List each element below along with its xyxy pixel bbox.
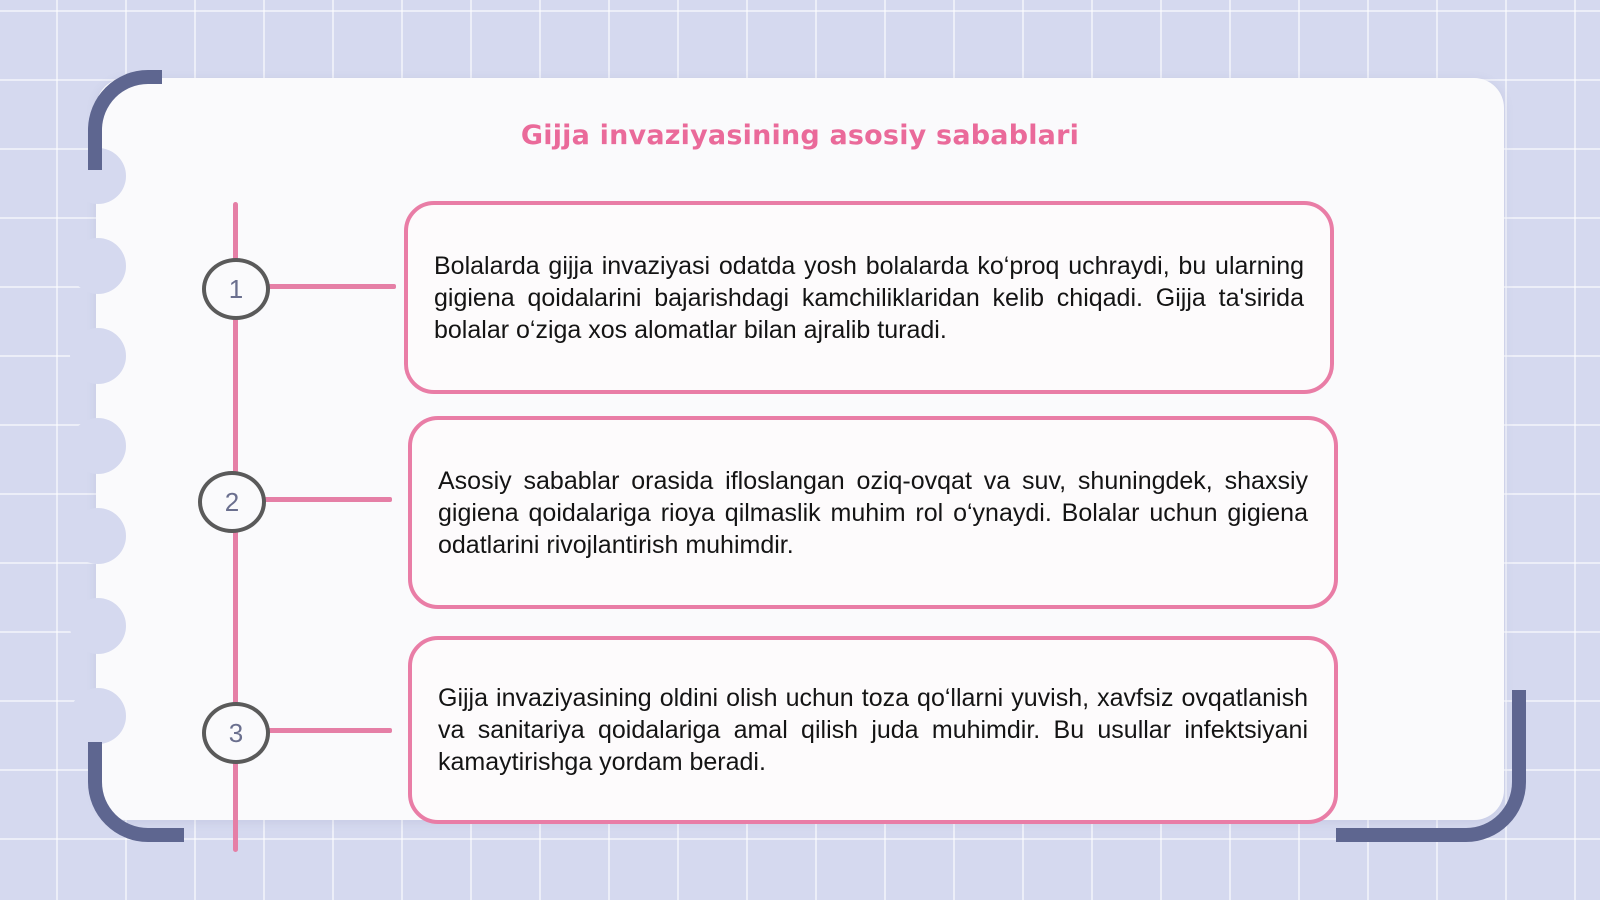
cause-card-3 — [408, 636, 1338, 824]
sheet-edge-notch — [70, 238, 126, 294]
corner-bracket-bottom-right — [1336, 690, 1526, 842]
timeline-connector-2 — [264, 497, 392, 502]
cause-card-1 — [404, 201, 1334, 394]
cause-card-2 — [408, 416, 1338, 609]
sheet-edge-notch — [70, 418, 126, 474]
cause-text-3: Gijja invaziyasining oldini olish uchun toza qo‘llarni yuvish, xavfsiz ovqatlanish va sanitariya qoidalariga amal qilish juda muhimdir. Bu usullar infektsiyani kamaytirishga yordam beradi. — [438, 684, 1308, 776]
corner-bracket-top-left — [88, 70, 162, 170]
sheet-edge-notch — [70, 598, 126, 654]
timeline-connector-1 — [268, 284, 396, 289]
corner-bracket-bottom-left — [88, 742, 184, 842]
sheet-edge-notch — [70, 328, 126, 384]
timeline-connector-3 — [268, 728, 392, 733]
sheet-edge-notch — [70, 688, 126, 744]
slide-title: Gijja invaziyasining asosiy sabablari — [520, 120, 1080, 151]
cause-text-2: Asosiy sabablar orasida ifloslangan oziq-ovqat va suv, shuningdek, shaxsiy gigiena qoidalariga rioya qilmaslik muhim rol o‘ynaydi. Bolalar uchun gigiena odatlarini rivojlantirish muhimdir. — [438, 466, 1308, 559]
step-number-badge-2: 2 — [198, 471, 266, 533]
step-number-badge-3: 3 — [202, 702, 270, 764]
step-number-badge-1: 1 — [202, 258, 270, 320]
sheet-edge-notch — [70, 508, 126, 564]
cause-text-1: Bolalarda gijja invaziyasi odatda yosh bolalarda ko‘proq uchraydi, bu ularning gigiena qoidalarini bajarishdagi kamchiliklaridan kelib chiqadi. Gijja ta'sirida bolalar o‘ziga xos alomatlar bilan ajralib turadi. — [434, 251, 1304, 344]
